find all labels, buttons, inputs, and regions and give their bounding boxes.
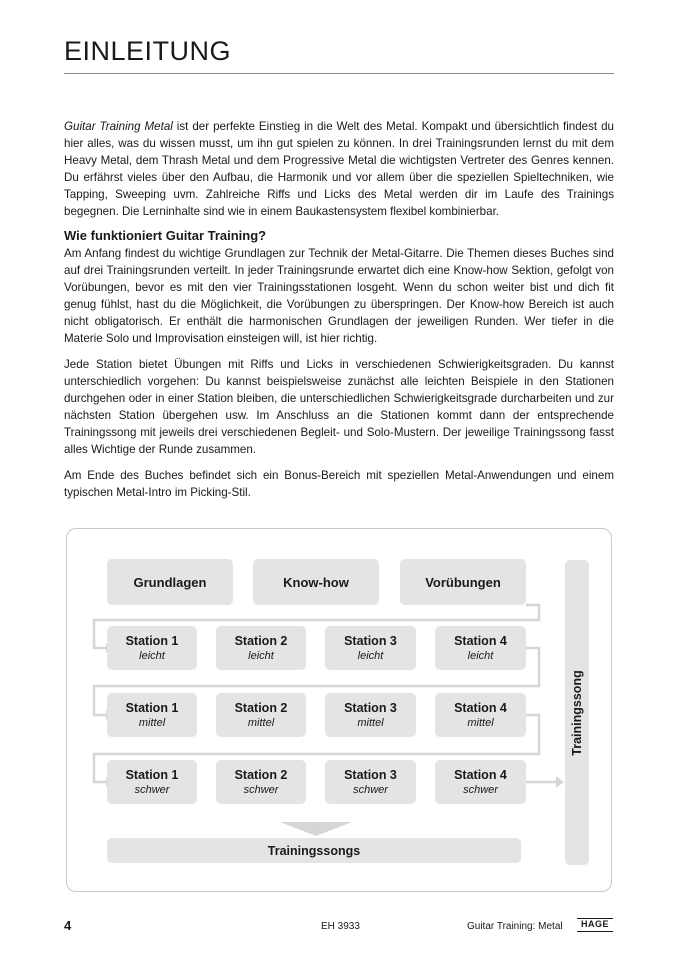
box-trainingssongs: Trainingssongs — [107, 838, 521, 863]
station-box: Station 2 mittel — [216, 693, 306, 737]
book-title: Guitar Training: Metal — [467, 921, 563, 932]
edition-code: EH 3933 — [321, 921, 360, 932]
paragraph-2: Jede Station bietet Übungen mit Riffs und Licks in verschiedenen Schwierigkeitsgraden. Du kannst unterschiedlich vorgehen: Du kannst beispielsweise zunächst alle leichten Beispiele in den Stationen durchgehen oder in einer Station bleiben, die unterschiedlichen Schwierigkeitsgrade durcharbeiten und zur nächsten Station übergehen usw. Im Anschluss an die Stationen kommt dann der entsprechende Trainingssong mit jeweils drei verschiedenen Begleit- und Solo-Mustern. Der jeweilige Trainingssong fasst alles Wichtige der Runde zusammen. — [64, 358, 614, 456]
intro-text: ist der perfekte Einstieg in die Welt des Metal. Kompakt und übersichtlich findest du hier alles, was du wissen musst, um ihn gut spielen zu können. In drei Trainingsrunden lernst du mit dem Heavy Metal, dem Thrash Metal und dem Progressive Metal die wichtigsten Vertreter des Genres kennen. Du erfährst vieles über den Aufbau, die Harmonik und vor allem über die speziellen Spieltechniken, wie Tapping, Sweeping uvm. Zahlreiche Riffs und Licks des Metal werden dir im Laufe des Trainings begegnen. Die Lerninhalte sind wie in einem Baukastensystem flexibel kombinierbar. — [64, 120, 614, 218]
station-box: Station 3 leicht — [325, 626, 416, 670]
box-trainingssong: Trainingssong — [565, 560, 589, 865]
station-box: Station 2 schwer — [216, 760, 306, 804]
station-box: Station 1 leicht — [107, 626, 197, 670]
page-number: 4 — [64, 918, 72, 933]
box-know-how: Know-how — [253, 559, 379, 605]
station-box: Station 1 schwer — [107, 760, 197, 804]
station-box: Station 2 leicht — [216, 626, 306, 670]
paragraph-1: Am Anfang findest du wichtige Grundlagen zur Technik der Metal-Gitarre. Die Themen dieses Buches sind auf drei Trainingsrunden verteilt. In jeder Trainingsrunde erwartet dich eine Know-how Sektion, gefolgt von Vorübungen, bevor es mit den vier Trainingsstationen losgeht. Wenn du schon weiter bist und dich fit genug fühlst, hast du die Möglichkeit, die Vorübungen zu überspringen. Der Know-how Bereich ist auch nicht obligatorisch. Er enthält die harmonischen Grundlagen der jeweiligen Runden. Wer tiefer in die Materie Solo und Improvisation einsteigen will, ist hier richtig. — [64, 247, 614, 345]
station-box: Station 3 mittel — [325, 693, 416, 737]
station-box: Station 4 leicht — [435, 626, 526, 670]
arrow-icon — [556, 776, 564, 788]
station-box: Station 4 schwer — [435, 760, 526, 804]
station-box: Station 1 mittel — [107, 693, 197, 737]
station-box: Station 4 mittel — [435, 693, 526, 737]
box-vorubungen: Vorübungen — [400, 559, 526, 605]
box-grundlagen: Grundlagen — [107, 559, 233, 605]
paragraph-3: Am Ende des Buches befindet sich ein Bonus-Bereich mit speziellen Metal-Anwendungen und einem typischen Metal-Intro im Picking-Stil. — [64, 469, 614, 499]
intro-lead: Guitar Training Metal — [64, 120, 173, 133]
station-box: Station 3 schwer — [325, 760, 416, 804]
publisher-logo: HAGE — [577, 918, 613, 932]
section-heading: Wie funktioniert Guitar Training? — [64, 228, 267, 243]
down-arrow-icon — [280, 822, 352, 836]
page-title: EINLEITUNG — [64, 36, 232, 66]
